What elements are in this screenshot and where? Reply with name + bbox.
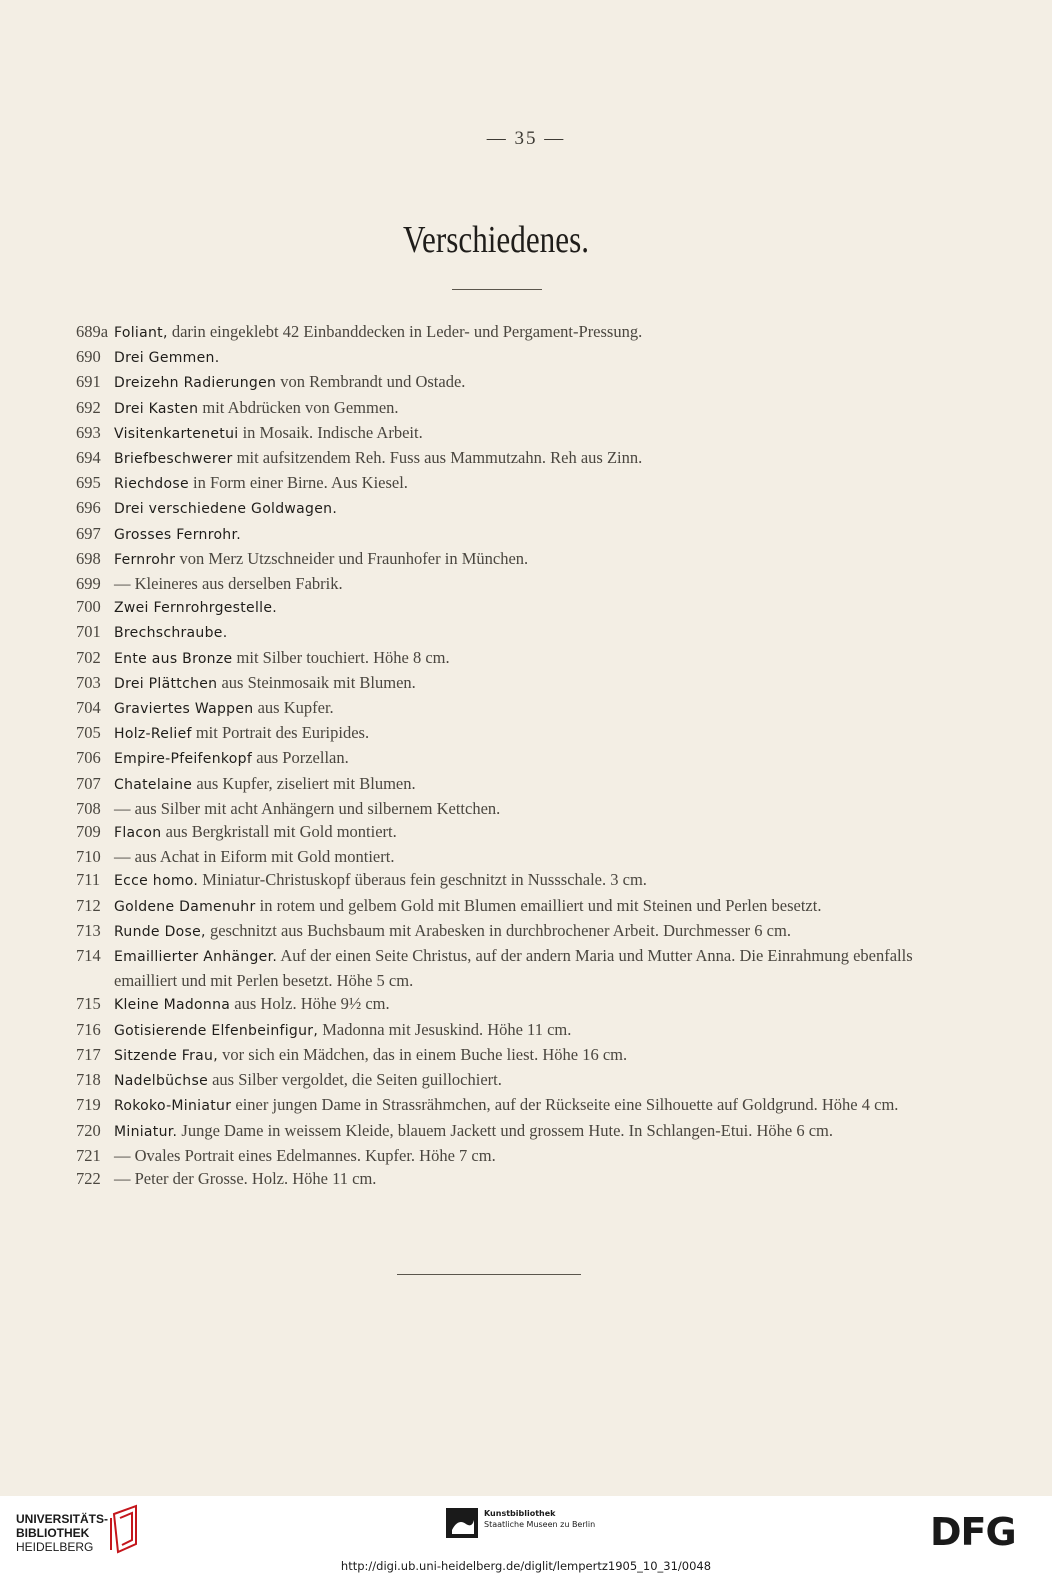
entry-description: aus Steinmosaik mit Blumen. bbox=[217, 672, 416, 692]
entry-number: 715 bbox=[76, 994, 101, 1014]
entry-number: 714 bbox=[76, 946, 101, 966]
catalog-entry bbox=[76, 696, 916, 721]
entry-number: 695 bbox=[76, 473, 101, 493]
catalog-entry bbox=[76, 820, 916, 845]
entry-keyword: Gotisierende Elfenbeinfigur, bbox=[114, 1022, 319, 1039]
entry-keyword: Drei Kasten bbox=[114, 400, 199, 417]
entry-description: aus Bergkristall mit Gold montiert. bbox=[161, 822, 397, 842]
entry-number: 721 bbox=[76, 1145, 101, 1165]
entry-description: mit aufsitzendem Reh. Fuss aus Mammutzahn. Reh aus Zinn. bbox=[232, 448, 643, 468]
entry-keyword: Flacon bbox=[114, 825, 162, 842]
entry-keyword: Drei Gemmen. bbox=[114, 350, 220, 367]
entry-number: 698 bbox=[76, 548, 101, 568]
entry-number: 722 bbox=[76, 1168, 101, 1188]
entry-number: 699 bbox=[76, 574, 101, 594]
catalog-entry bbox=[76, 772, 916, 797]
entry-number: 717 bbox=[76, 1044, 101, 1064]
catalog-entry bbox=[76, 595, 916, 620]
entry-description: einer jungen Dame in Strassrähmchen, auf der Rückseite eine Silhouette auf Goldgrund. Höhe 4 cm. bbox=[231, 1095, 899, 1115]
entry-description: Junge Dame in weissem Kleide, blauem Jackett und grossem Hute. In Schlangen-Etui. Höhe 6 cm. bbox=[177, 1120, 834, 1140]
entry-keyword: Ecce homo. bbox=[114, 873, 199, 890]
entry-number: 713 bbox=[76, 920, 101, 940]
catalog-entry bbox=[76, 797, 916, 820]
entry-description: in rotem und gelbem Gold mit Blumen emailliert und mit Steinen und Perlen besetzt. bbox=[255, 895, 822, 915]
catalog-entry bbox=[76, 746, 916, 771]
entry-description: in Mosaik. Indische Arbeit. bbox=[238, 422, 423, 442]
entry-number: 702 bbox=[76, 647, 101, 667]
entry-description: Miniatur-Christuskopf überaus fein geschnitzt in Nussschale. 3 cm. bbox=[198, 870, 647, 890]
catalog-entry bbox=[76, 894, 916, 919]
dfg-logo[interactable]: DFG bbox=[930, 1510, 1016, 1554]
entry-description: darin eingeklebt 42 Einbanddecken in Leder- und Pergament-Pressung. bbox=[167, 322, 643, 341]
catalog-entry bbox=[76, 620, 916, 645]
entry-description: aus Porzellan. bbox=[252, 748, 349, 768]
page-title: Verschiedenes. bbox=[402, 219, 590, 261]
entry-keyword: Ente aus Bronze bbox=[114, 650, 233, 667]
catalog-entry-list bbox=[76, 320, 916, 1190]
page-number: — 35 — bbox=[486, 128, 566, 149]
permalink-url[interactable]: http://digi.ub.uni-heidelberg.de/diglit/lempertz1905_10_31/0048 bbox=[340, 1559, 712, 1573]
entry-number: 709 bbox=[76, 822, 101, 842]
kunstbibliothek-logo-text bbox=[484, 1508, 595, 1530]
catalog-entry bbox=[76, 496, 916, 521]
ub-logo-line-3: HEIDELBERG bbox=[16, 1540, 94, 1554]
end-divider bbox=[397, 1274, 581, 1275]
entry-number: 697 bbox=[76, 523, 101, 543]
entry-description: in Form einer Birne. Aus Kiesel. bbox=[188, 473, 408, 493]
entry-keyword: Briefbeschwerer bbox=[114, 451, 233, 468]
entry-description: vor sich ein Mädchen, das in einem Buche liest. Höhe 16 cm. bbox=[217, 1044, 628, 1064]
entry-description: — Ovales Portrait eines Edelmannes. Kupfer. Höhe 7 cm. bbox=[114, 1145, 496, 1165]
entry-keyword: Kleine Madonna bbox=[114, 997, 231, 1014]
entry-description: aus Kupfer. bbox=[253, 698, 334, 718]
catalog-entry bbox=[76, 919, 916, 944]
title-divider bbox=[452, 289, 542, 290]
catalog-entry bbox=[76, 868, 916, 893]
entry-description: aus Holz. Höhe 9½ cm. bbox=[230, 994, 390, 1014]
entry-number: 704 bbox=[76, 698, 101, 718]
catalog-entry bbox=[76, 396, 916, 421]
entry-number: 708 bbox=[76, 798, 101, 818]
catalog-entry bbox=[76, 671, 916, 696]
catalog-entry bbox=[76, 446, 916, 471]
ub-logo-line-1: UNIVERSITÄTS- bbox=[16, 1512, 109, 1526]
entry-number: 706 bbox=[76, 748, 101, 768]
entry-description: von Merz Utzschneider und Fraunhofer in München. bbox=[175, 548, 529, 568]
catalog-entry bbox=[76, 1119, 916, 1144]
kb-line-1: Kunstbibliothek bbox=[484, 1509, 556, 1518]
entry-keyword: Empire-Pfeifenkopf bbox=[114, 751, 253, 768]
entry-number: 701 bbox=[76, 622, 101, 642]
ub-heidelberg-logo[interactable] bbox=[16, 1512, 108, 1554]
entry-description: aus Kupfer, ziseliert mit Blumen. bbox=[192, 773, 416, 793]
entry-keyword: Riechdose bbox=[114, 476, 189, 493]
catalog-entry bbox=[76, 646, 916, 671]
entry-description: — aus Achat in Eiform mit Gold montiert. bbox=[114, 847, 395, 867]
entry-number: 700 bbox=[76, 597, 101, 617]
entry-keyword: Sitzende Frau, bbox=[114, 1047, 218, 1064]
entry-number: 719 bbox=[76, 1095, 101, 1115]
entry-number: 689a bbox=[76, 322, 109, 341]
entry-description: Auf der einen Seite Christus, auf der andern Maria und Mutter Anna. Die Einrahmung ebenfalls emailliert und mit Perlen besetzt. Höhe 5 cm. bbox=[114, 946, 913, 991]
entry-description: mit Silber touchiert. Höhe 8 cm. bbox=[232, 647, 450, 667]
entry-number: 712 bbox=[76, 895, 101, 915]
catalog-entry bbox=[76, 345, 916, 370]
catalog-entry bbox=[76, 421, 916, 446]
catalog-entry bbox=[76, 1093, 916, 1118]
entry-description: geschnitzt aus Buchsbaum mit Arabesken in durchbrochener Arbeit. Durchmesser 6 cm. bbox=[205, 920, 791, 940]
catalog-entry bbox=[76, 471, 916, 496]
catalog-entry bbox=[76, 845, 916, 868]
entry-keyword: Miniatur. bbox=[114, 1123, 178, 1140]
entry-number: 711 bbox=[76, 870, 101, 890]
entry-keyword: Dreizehn Radierungen bbox=[114, 375, 277, 392]
kunstbibliothek-logo-icon[interactable] bbox=[446, 1508, 478, 1538]
entry-description: aus Silber vergoldet, die Seiten guillochiert. bbox=[207, 1070, 502, 1090]
catalog-entry bbox=[76, 1043, 916, 1068]
catalog-entry bbox=[76, 547, 916, 572]
entry-description: — aus Silber mit acht Anhängern und silbernem Kettchen. bbox=[114, 798, 501, 818]
ub-logo-line-2: BIBLIOTHEK bbox=[16, 1526, 90, 1540]
catalog-entry bbox=[76, 944, 916, 992]
catalog-entry bbox=[76, 721, 916, 746]
entry-number: 694 bbox=[76, 448, 101, 468]
entry-number: 720 bbox=[76, 1120, 101, 1140]
entry-keyword: Brechschraube. bbox=[114, 625, 228, 642]
catalog-entry bbox=[76, 522, 916, 547]
entry-keyword: Emaillierter Anhänger. bbox=[114, 949, 278, 966]
entry-keyword: Nadelbüchse bbox=[114, 1073, 208, 1090]
catalog-entry bbox=[76, 320, 916, 345]
entry-keyword: Chatelaine bbox=[114, 776, 193, 793]
entry-keyword: Holz-Relief bbox=[114, 726, 192, 743]
entry-number: 705 bbox=[76, 723, 101, 743]
catalog-entry bbox=[76, 1167, 916, 1190]
entry-keyword: Graviertes Wappen bbox=[114, 701, 254, 718]
entry-description: — Kleineres aus derselben Fabrik. bbox=[114, 574, 343, 594]
entry-keyword: Rokoko-Miniatur bbox=[114, 1098, 232, 1115]
entry-keyword: Grosses Fernrohr. bbox=[114, 526, 241, 543]
entry-keyword: Drei Plättchen bbox=[114, 675, 218, 692]
ub-logo-mark-icon bbox=[108, 1504, 144, 1556]
catalog-entry bbox=[76, 1144, 916, 1167]
entry-keyword: Fernrohr bbox=[114, 551, 176, 568]
entry-number: 691 bbox=[76, 372, 101, 392]
entry-description: — Peter der Grosse. Holz. Höhe 11 cm. bbox=[114, 1168, 377, 1188]
entry-keyword: Runde Dose, bbox=[114, 923, 206, 940]
footer-bar bbox=[0, 1496, 1052, 1576]
entry-keyword: Goldene Damenuhr bbox=[114, 898, 256, 915]
catalog-entry bbox=[76, 572, 916, 595]
entry-number: 693 bbox=[76, 422, 101, 442]
entry-keyword: Visitenkartenetui bbox=[114, 425, 239, 442]
entry-number: 710 bbox=[76, 847, 101, 867]
entry-description: mit Abdrücken von Gemmen. bbox=[198, 397, 399, 417]
entry-number: 716 bbox=[76, 1019, 101, 1039]
entry-number: 696 bbox=[76, 498, 101, 518]
catalog-entry bbox=[76, 1018, 916, 1043]
entry-number: 692 bbox=[76, 397, 101, 417]
entry-description: Madonna mit Jesuskind. Höhe 11 cm. bbox=[318, 1019, 572, 1039]
entry-number: 707 bbox=[76, 773, 101, 793]
catalog-entry bbox=[76, 370, 916, 395]
entry-number: 703 bbox=[76, 672, 101, 692]
catalog-entry bbox=[76, 1068, 916, 1093]
entry-keyword: Foliant, bbox=[114, 325, 168, 341]
kb-line-2: Staatliche Museen zu Berlin bbox=[484, 1520, 596, 1529]
entry-description: von Rembrandt und Ostade. bbox=[276, 372, 466, 392]
entry-number: 718 bbox=[76, 1070, 101, 1090]
entry-number: 690 bbox=[76, 347, 101, 367]
entry-description: mit Portrait des Euripides. bbox=[191, 723, 370, 743]
entry-keyword: Zwei Fernrohrgestelle. bbox=[114, 600, 278, 617]
catalog-entry bbox=[76, 992, 916, 1017]
entry-keyword: Drei verschiedene Goldwagen. bbox=[114, 501, 338, 518]
